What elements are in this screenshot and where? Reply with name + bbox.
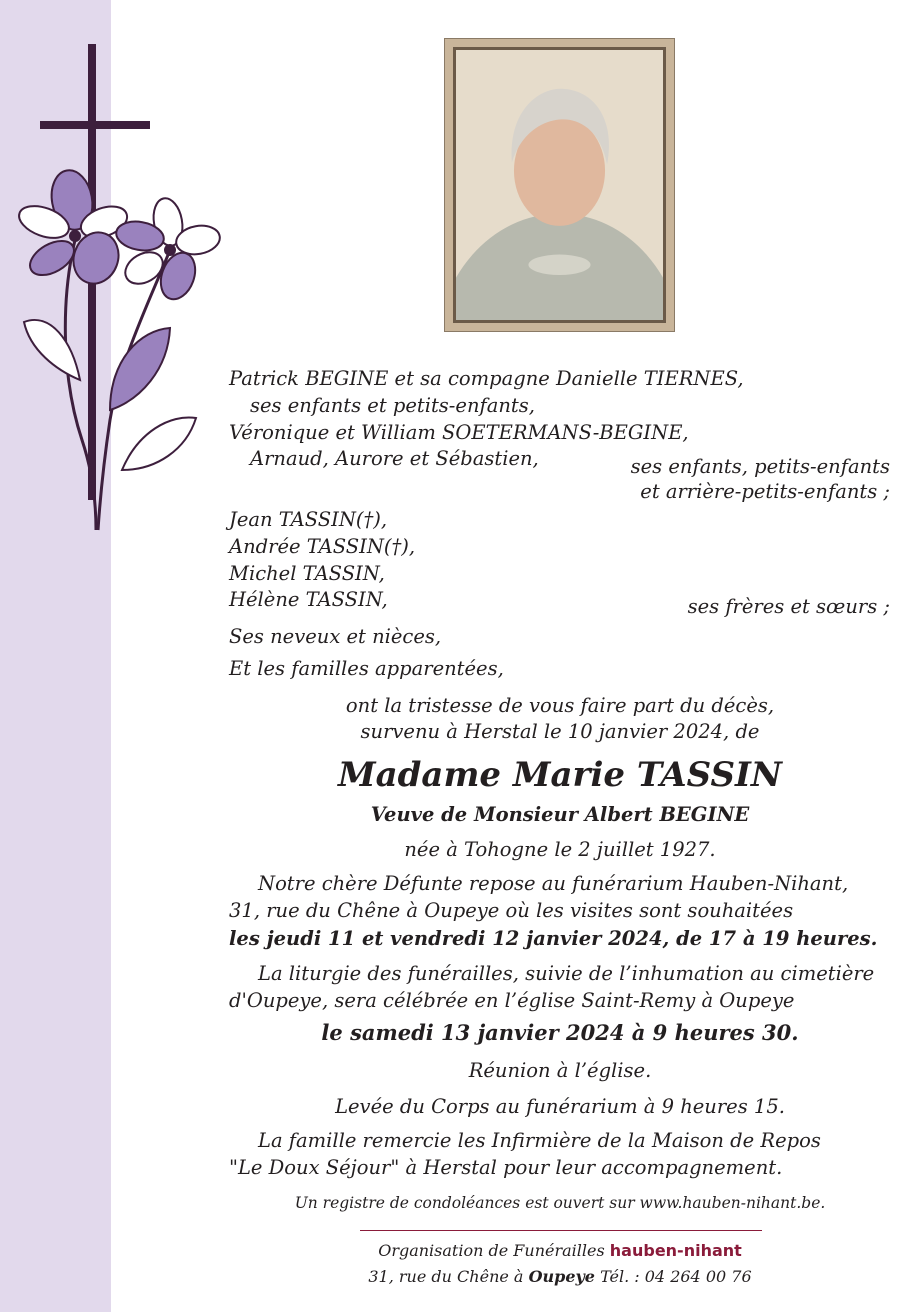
registry-text: Un registre de condoléances est ouvert sur www.hauben-nihant.be.: [294, 1194, 826, 1212]
brand-logo: hauben-nihant: [609, 1241, 742, 1260]
family-line: Arnaud, Aurore et Sébastien,: [250, 447, 539, 470]
address-prefix: 31, rue du Chêne à: [368, 1267, 524, 1286]
footer-divider: [360, 1230, 762, 1231]
widow-line: Veuve de Monsieur Albert BEGINE: [370, 803, 750, 826]
footer-org: [229, 1238, 891, 1264]
thanks-line: "Le Doux Séjour" à Herstal pour leur accompagnement.: [229, 1156, 783, 1179]
funeral-date: le samedi 13 janvier 2024 à 9 heures 30.: [321, 1020, 799, 1045]
family-role: ses enfants, petits-enfants: [630, 455, 890, 478]
org-label: Organisation de Funérailles: [378, 1241, 605, 1260]
announce-line: survenu à Herstal le 10 janvier 2024, de: [360, 720, 760, 743]
family-line: Véronique et William SOETERMANS-BEGINE,: [229, 421, 689, 444]
portrait-image: [456, 50, 663, 320]
nieces-line: Ses neveux et nièces,: [229, 625, 442, 648]
deceased-name: Madame Marie TASSIN: [337, 755, 783, 795]
sibling-line: Jean TASSIN(†),: [229, 508, 388, 531]
family-role: et arrière-petits-enfants ;: [640, 480, 890, 503]
birth-line: née à Tohogne le 2 juillet 1927.: [404, 838, 716, 861]
visit-line: Notre chère Défunte repose au funérarium Hauben-Nihant,: [258, 872, 849, 895]
meeting-line: Réunion à l’église.: [468, 1059, 652, 1082]
visit-line: 31, rue du Chêne à Oupeye où les visites sont souhaitées: [229, 899, 794, 922]
sibling-line: Hélène TASSIN,: [229, 588, 388, 611]
families-line: Et les familles apparentées,: [229, 657, 504, 680]
liturgy-line: d'Oupeye, sera célébrée en l’église Saint-Remy à Oupeye: [229, 989, 795, 1012]
registry-line: [229, 1190, 891, 1216]
footer-phone: Tél. : 04 264 00 76: [600, 1267, 752, 1286]
sibling-role: ses frères et sœurs ;: [687, 595, 890, 618]
sibling-line: Andrée TASSIN(†),: [229, 535, 416, 558]
thanks-line: La famille remercie les Infirmière de la Maison de Repos: [258, 1129, 821, 1152]
family-line: ses enfants et petits-enfants,: [250, 394, 535, 417]
cross-and-flowers-icon: [0, 0, 230, 560]
footer-address: [229, 1264, 891, 1290]
address-town: Oupeye: [528, 1267, 595, 1286]
sibling-line: Michel TASSIN,: [229, 562, 385, 585]
announce-line: ont la tristesse de vous faire part du décès,: [345, 694, 775, 717]
levee-line: Levée du Corps au funérarium à 9 heures 15.: [335, 1095, 785, 1118]
family-line: Patrick BEGINE et sa compagne Danielle TIERNES,: [229, 367, 744, 390]
portrait-photo: [444, 38, 675, 332]
visit-hours: les jeudi 11 et vendredi 12 janvier 2024, de 17 à 19 heures.: [229, 927, 878, 950]
liturgy-line: La liturgie des funérailles, suivie de l’inhumation au cimetière: [258, 962, 875, 985]
